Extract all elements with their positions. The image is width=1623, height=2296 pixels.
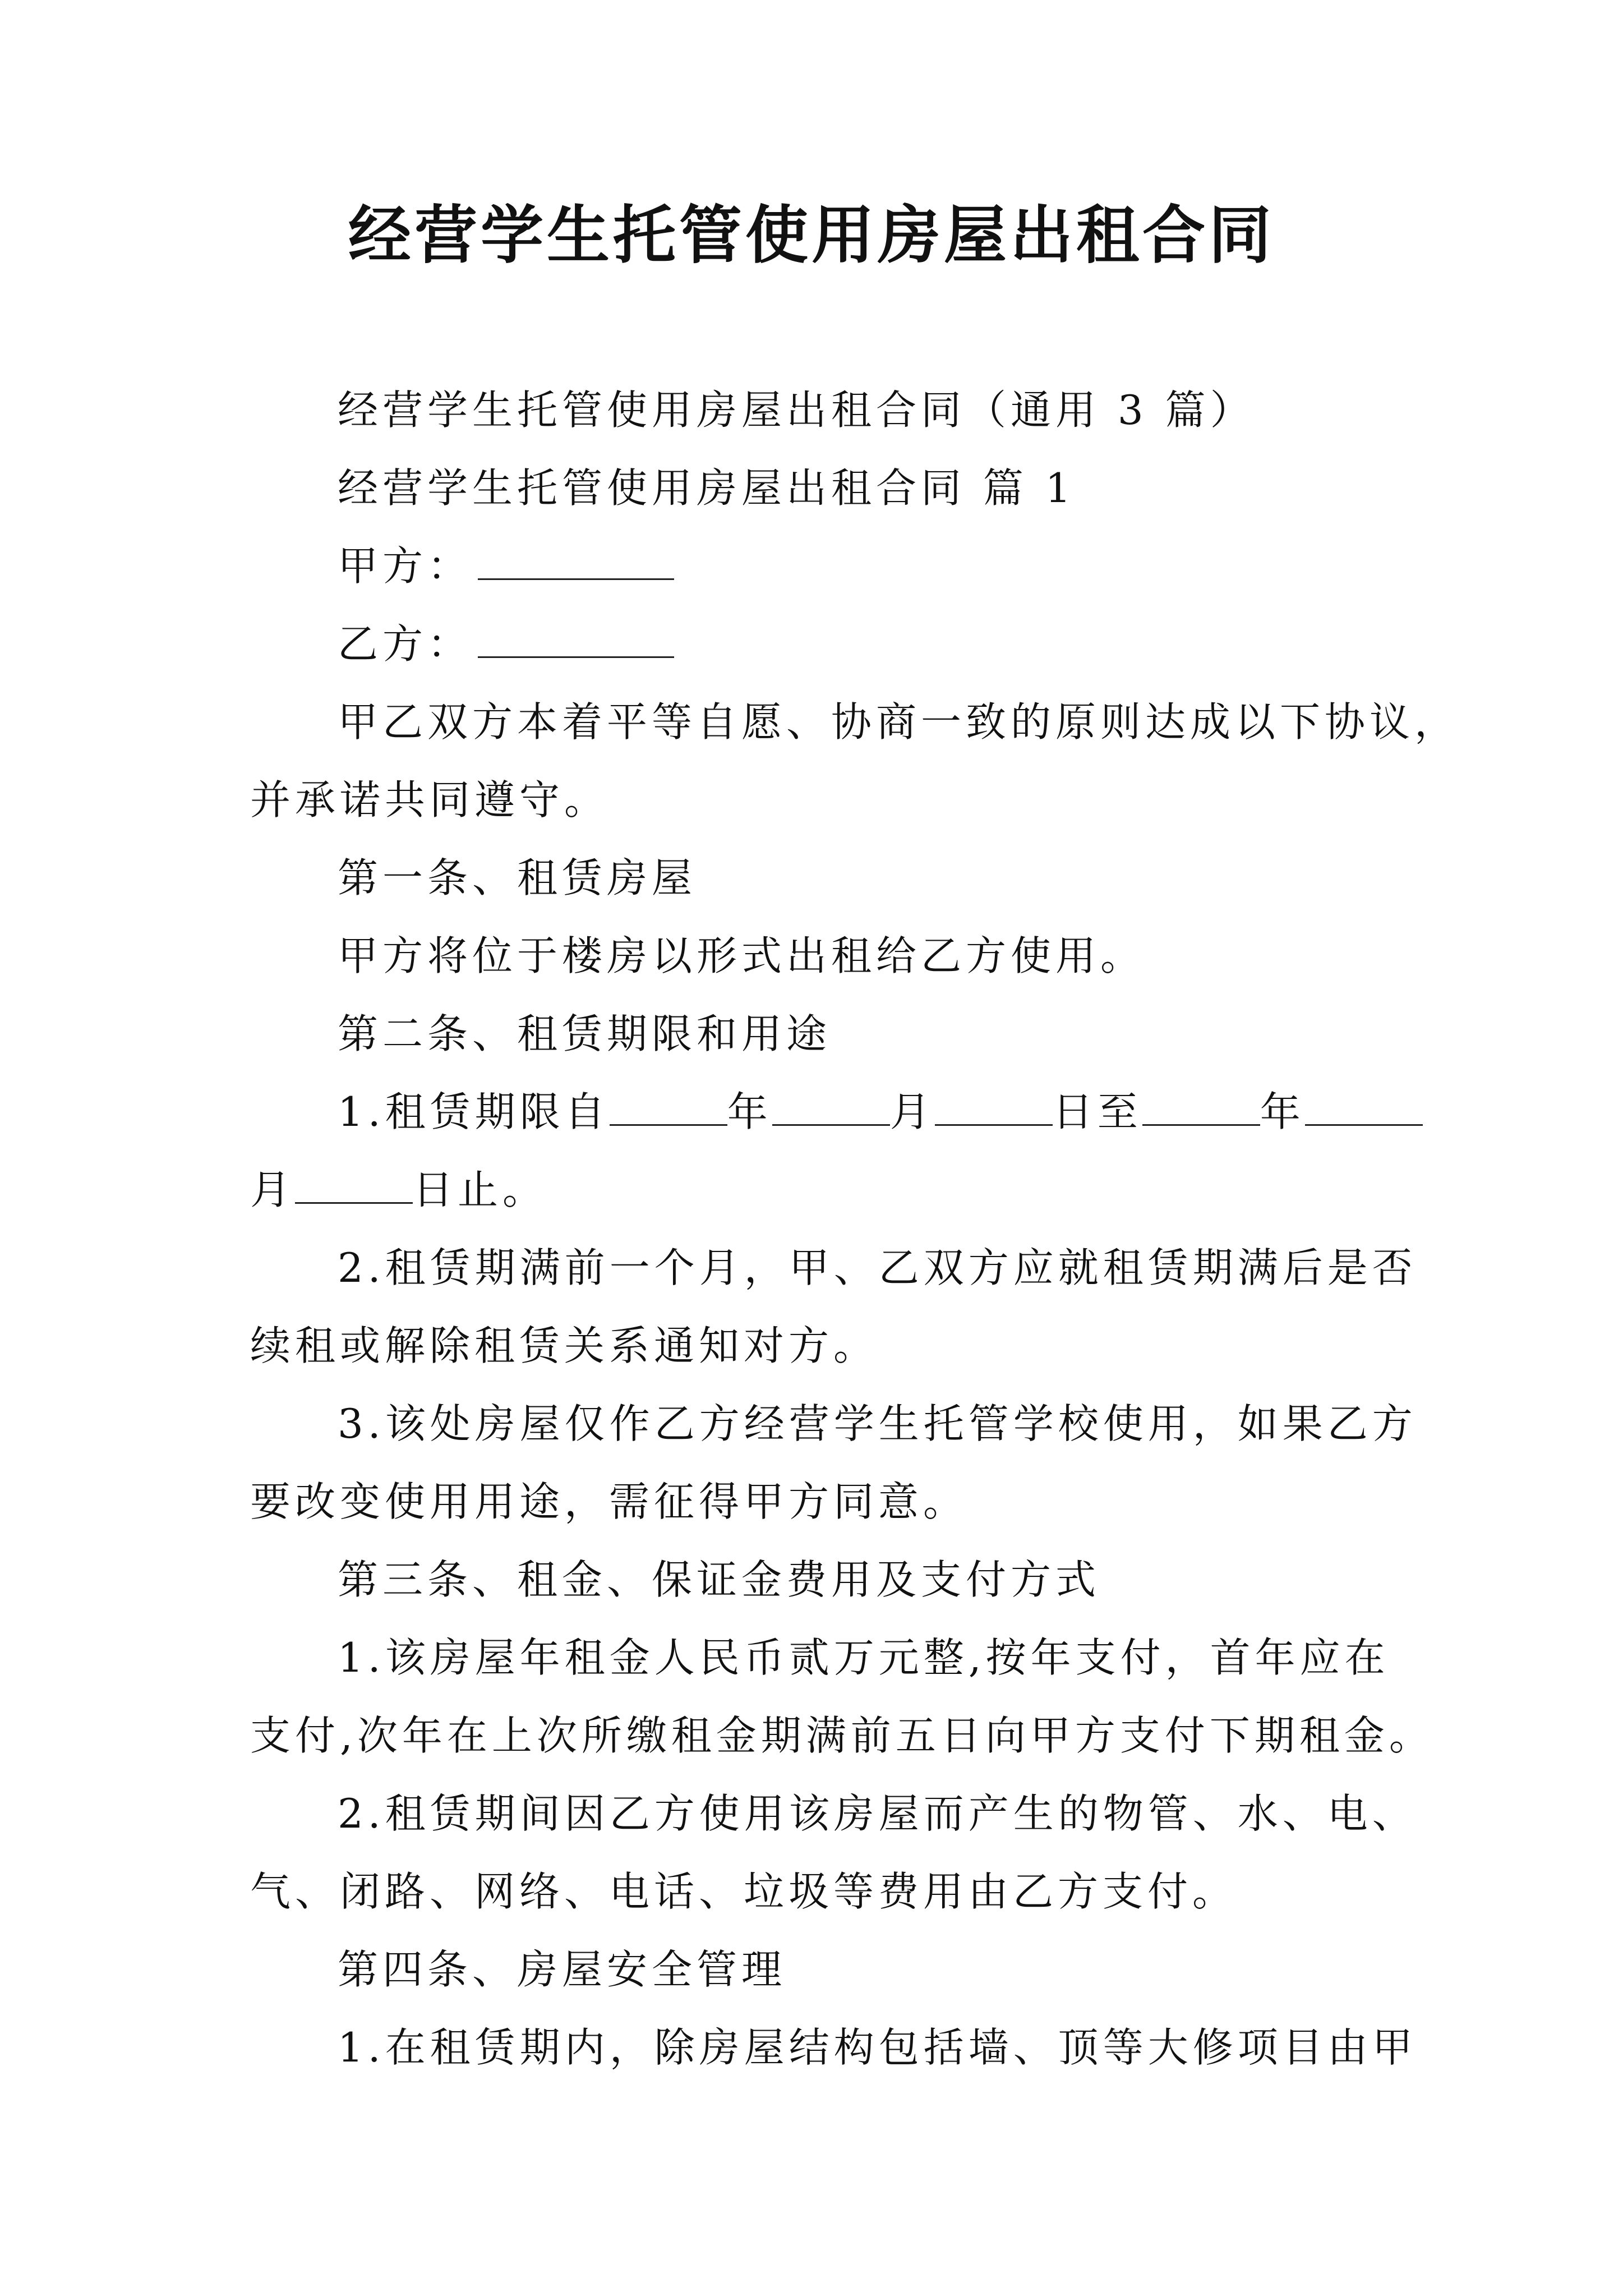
lease-term-line-end	[250, 1151, 1394, 1229]
paragraph-line: 要改变使用用途，需征得甲方同意。	[250, 1478, 969, 1525]
article-heading: 第二条、租赁期限和用途	[338, 1010, 832, 1057]
party-b-blank	[478, 616, 674, 658]
article-heading: 第一条、租赁房屋	[338, 854, 697, 901]
paragraph-line: 2.租赁期间因乙方使用该房屋而产生的物管、水、电、	[338, 1790, 1417, 1837]
date-blank	[772, 1084, 890, 1126]
month-label: 月	[889, 1088, 935, 1135]
paragraph-line: 3.该处房屋仅作乙方经营学生托管学校使用，如果乙方	[338, 1400, 1417, 1447]
date-blank	[1305, 1084, 1423, 1126]
lease-term-start: 1.租赁期限自	[338, 1088, 610, 1135]
paragraph-line: 1.该房屋年租金人民币贰万元整,按年支付，首年应在	[338, 1634, 1390, 1681]
section-heading: 经营学生托管使用房屋出租合同 篇 1	[338, 464, 1076, 512]
paragraph-line: 支付,次年在上次所缴租金期满前五日向甲方支付下期租金。	[250, 1712, 1434, 1759]
article-heading: 第四条、房屋安全管理	[338, 1946, 787, 1993]
paragraph-line: 续租或解除租赁关系通知对方。	[250, 1322, 879, 1369]
month-label: 月	[250, 1166, 296, 1213]
subtitle-line: 经营学生托管使用房屋出租合同（通用 3 篇）	[338, 386, 1255, 434]
lease-term-line	[250, 1073, 1394, 1151]
paragraph-line: 1.在租赁期内，除房屋结构包括墙、顶等大修项目由甲	[338, 2024, 1417, 2071]
paragraph-line: 甲方将位于楼房以形式出租给乙方使用。	[338, 932, 1146, 979]
party-b-label: 乙方：	[338, 620, 473, 668]
paragraph-line: 甲乙双方本着平等自愿、协商一致的原则达成以下协议，	[338, 698, 1460, 746]
date-blank	[295, 1162, 413, 1204]
date-blank	[1142, 1084, 1260, 1126]
year-label: 年	[1260, 1088, 1305, 1135]
party-a-line	[250, 527, 1394, 605]
party-a-label: 甲方：	[338, 542, 473, 590]
day-to-label: 日至	[1052, 1088, 1142, 1135]
year-label: 年	[727, 1088, 772, 1135]
document-body	[250, 371, 1460, 2087]
paragraph-line: 2.租赁期满前一个月，甲、乙双方应就租赁期满后是否	[338, 1244, 1417, 1291]
article-heading: 第三条、租金、保证金费用及支付方式	[338, 1556, 1101, 1603]
paragraph-line: 并承诺共同遵守。	[250, 776, 610, 823]
date-blank	[610, 1084, 727, 1126]
paragraph-line: 气、闭路、网络、电话、垃圾等费用由乙方支付。	[250, 1868, 1238, 1915]
party-b-line	[250, 605, 1394, 683]
date-blank	[935, 1084, 1053, 1126]
document-title: 经营学生托管使用房屋出租合同	[348, 199, 1275, 272]
day-end-label: 日止。	[413, 1166, 548, 1213]
party-a-blank	[478, 538, 674, 580]
